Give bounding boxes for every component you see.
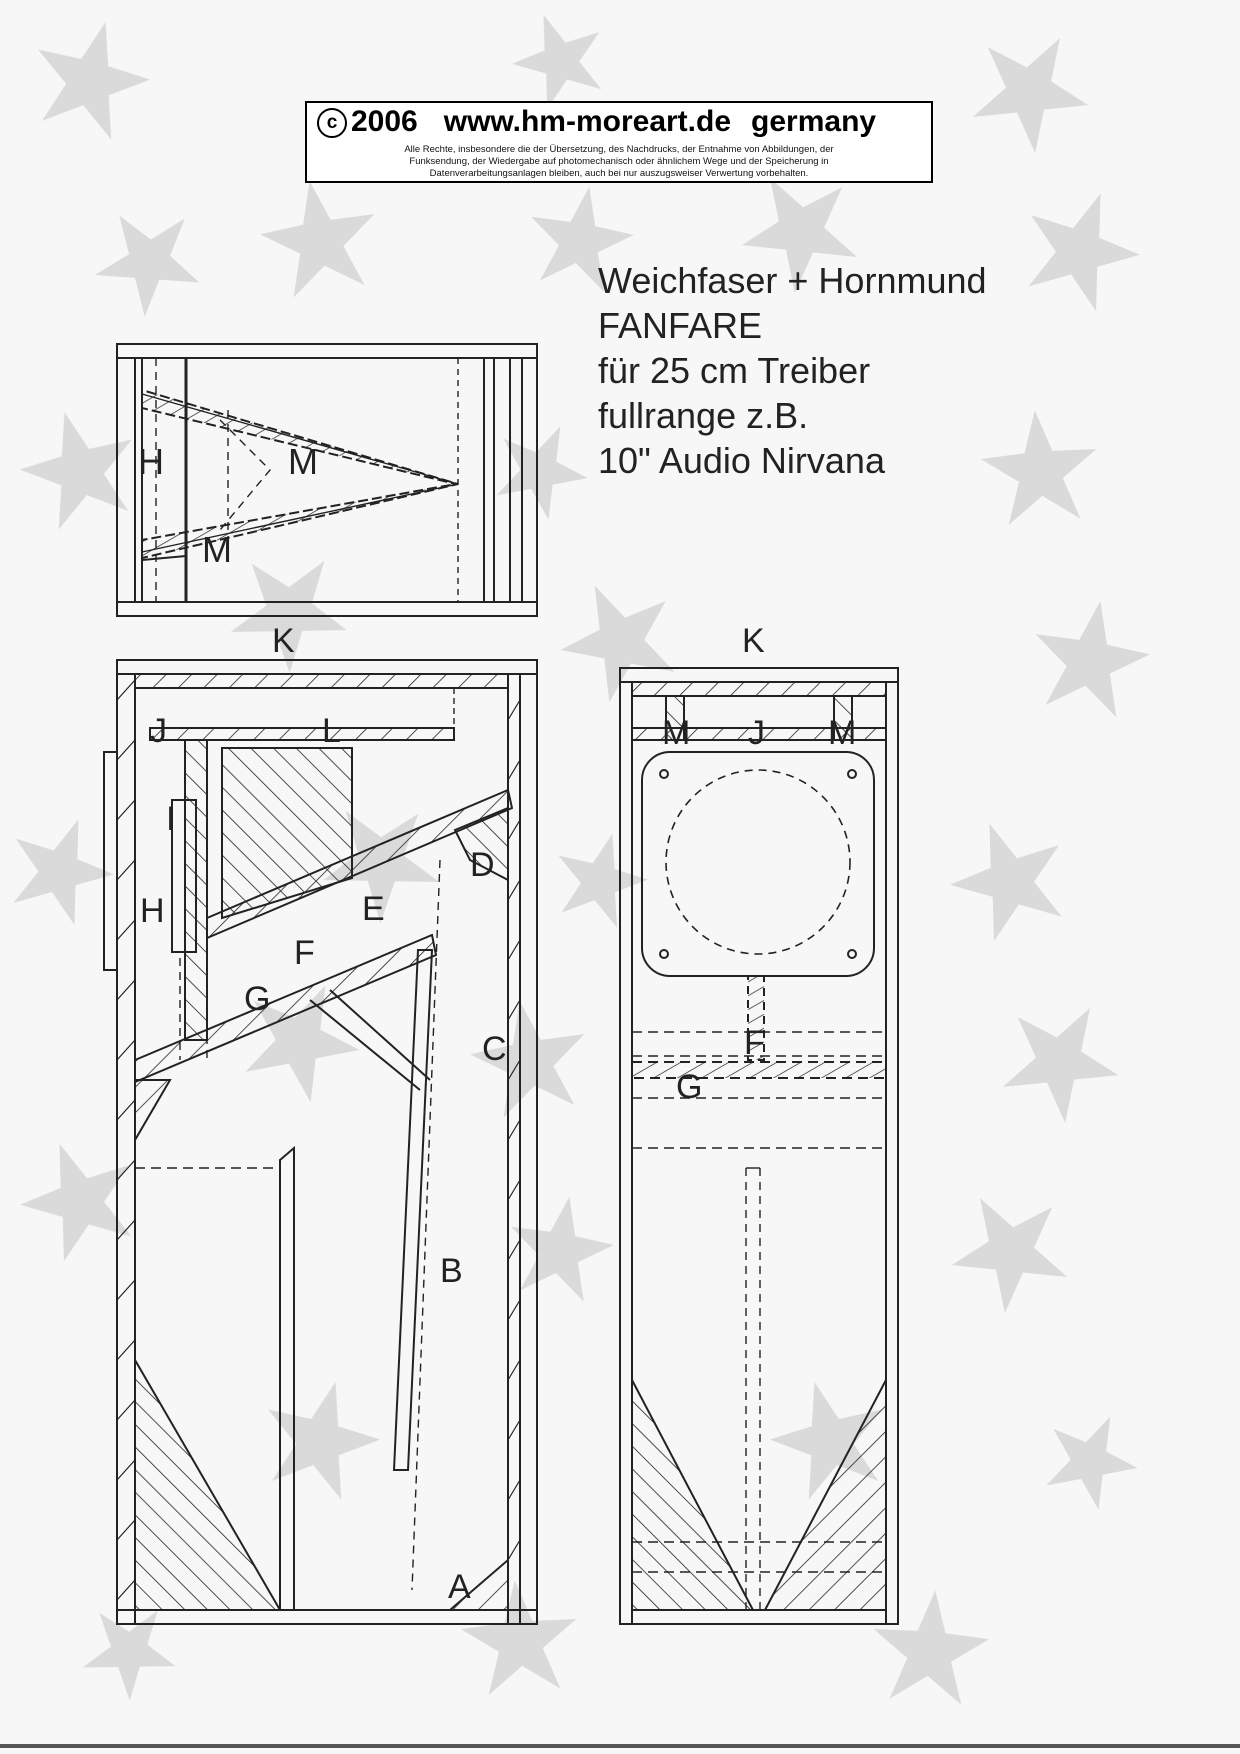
top-label-m1: M [288, 441, 318, 482]
right-wall-hatch [508, 700, 520, 1560]
panel-l [150, 728, 454, 740]
front-label-m2: M [828, 714, 857, 752]
side-label-k: K [272, 622, 295, 660]
top-label-m2: M [202, 529, 232, 570]
side-label-c: C [482, 1030, 507, 1068]
screw-hole-tl [660, 770, 668, 778]
side-view [104, 622, 537, 1624]
copyright-country: germany [751, 105, 877, 138]
side-label-b: B [440, 1252, 463, 1290]
screw-hole-tr [848, 770, 856, 778]
side-label-j: J [150, 712, 167, 750]
front-panel-k [632, 682, 886, 696]
front-label-j: J [748, 714, 765, 752]
horn-wall-lower [142, 484, 458, 558]
front-label-k: K [742, 622, 765, 660]
front-label-g: G [676, 1068, 703, 1106]
top-view [117, 344, 537, 616]
driver-cutout [666, 770, 850, 954]
panel-h [185, 740, 207, 1040]
side-label-e: E [362, 890, 385, 928]
left-wall-hatch [117, 680, 135, 1600]
side-label-g: G [244, 980, 271, 1018]
front-panel-g [632, 1062, 886, 1078]
copyright-year: 2006 [351, 105, 418, 138]
front-view [620, 622, 898, 1624]
title-line-4: fullrange z.B. [598, 395, 809, 436]
center-partition [280, 1148, 294, 1610]
title-line-3: für 25 cm Treiber [598, 350, 871, 391]
front-wedge-left [632, 1380, 753, 1610]
side-label-i: I [166, 800, 176, 838]
copyright-url: www.hm-moreart.de [443, 105, 732, 138]
side-label-a: A [448, 1568, 471, 1606]
top-label-h: H [138, 441, 164, 482]
title-line-1: Weichfaser + Hornmund [598, 260, 987, 301]
title-line-5: 10" Audio Nirvana [598, 440, 885, 481]
bottom-rule [0, 1744, 1240, 1748]
screw-hole-bl [660, 950, 668, 958]
front-label-f: F [744, 1024, 765, 1062]
driver-flange [104, 752, 117, 970]
side-label-l: L [322, 712, 341, 750]
front-wedge-right [765, 1380, 886, 1610]
side-label-d: D [470, 846, 495, 884]
legal-line-3: Datenverarbeitungsanlagen bleiben, auch bei nur auszugsweiser Verwertung vorbehalten. [429, 168, 809, 179]
driver-frame [642, 752, 874, 976]
bottom-wedge [135, 1360, 280, 1610]
legal-line-1: Alle Rechte, insbesondere die der Übersetzung, des Nachdrucks, der Entnahme von Abbildungen, der [404, 144, 834, 155]
side-label-f: F [294, 934, 315, 972]
screw-hole-br [848, 950, 856, 958]
front-label-m1: M [662, 714, 691, 752]
top-view-outline [117, 344, 537, 616]
title-line-2: FANFARE [598, 305, 763, 346]
copyright-symbol: c [317, 108, 347, 138]
side-label-h: H [140, 892, 165, 930]
legal-line-2: Funksendung, der Wiedergabe auf photomechanisch oder ähnlichem Wege und der Speicherung in [409, 156, 829, 167]
panel-k [135, 674, 508, 688]
corner-fill [135, 1080, 170, 1140]
